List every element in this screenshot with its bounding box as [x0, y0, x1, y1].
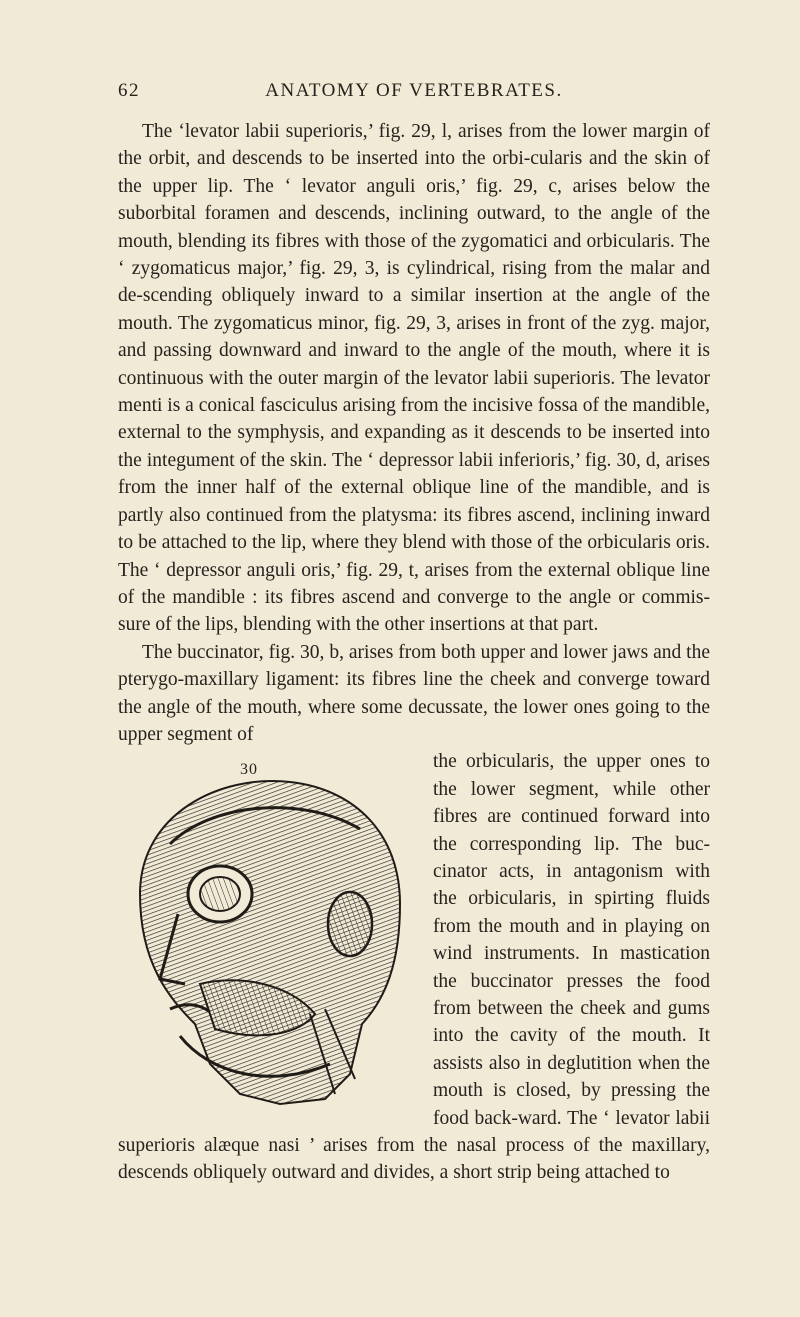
- page-header: [118, 80, 710, 110]
- running-title: ANATOMY OF VERTEBRATES.: [265, 80, 563, 101]
- paragraph-levator: The ‘levator labii superioris,’ fig. 29, l, arises from the lower margin of the orbit, and descends to be inserted into the orbi-cularis and the skin of the upper lip. The ‘ levator anguli oris,’ fig. 29, c, arises below the suborbital foramen and descends, inclining outward, to the angle of the mouth, blending its fibres with those of the zygomatici and orbicularis. The ‘ zygomaticus major,’ fig. 29, 3, is cylindrical, rising from the malar and de-scending obliquely inward to a similar insertion at the angle of the mouth. The zygomaticus minor, fig. 29, 3, arises in front of the zyg. major, and passing downward and inward to the angle of the mouth, where it is continuous with the outer margin of the levator labii superioris. The levator menti is a conical fasciculus arising from the incisive fossa of the mandible, external to the symphysis, and expanding as it descends to be inserted into the integument of the skin. The ‘ depressor labii inferioris,’ fig. 30, d, arises from the inner half of the external oblique line of the mandible, and is partly also continued from the platysma: its fibres ascend, inclining inward to be attached to the lip, where they blend with those of the orbicularis oris. The ‘ depressor anguli oris,’ fig. 29, t, arises from the external oblique line of the mandible : its fibres ascend and converge to the angle or commis-sure of the lips, blending with the other insertions at that part.: [118, 121, 710, 636]
- paragraph-buccinator: The buccinator, fig. 30, b, arises from both upper and lower jaws and the pterygo-maxillary ligament: its fibres line the cheek and converge toward the angle of the mouth, where some decussate, the lower ones going to the upper segment of: [118, 641, 710, 745]
- body-text: [118, 118, 710, 1187]
- page-number: 62: [118, 80, 140, 101]
- figure-30: [100, 748, 427, 1113]
- engraving-head-muscles-icon: [100, 774, 420, 1109]
- paragraph-buccinator-continued: the orbicularis, the upper ones to the lower segment, while other fibres are continued forward into the corresponding lip. The buc-cinator acts, in antagonism with the orbicularis, in spirting fluids from the mouth and in playing on wind instruments. In mastication the buccinator presses the food from between the cheek and gums into the cavity of the mouth. It assists also in deglutition when the mouth is closed, by pressing the food back-ward. The ‘ levator labii superioris alæque nasi ’ arises from the nasal process of the maxillary, descends obliquely outward and divides, a short strip being attached to: [118, 751, 710, 1184]
- figure-number: 30: [240, 761, 258, 779]
